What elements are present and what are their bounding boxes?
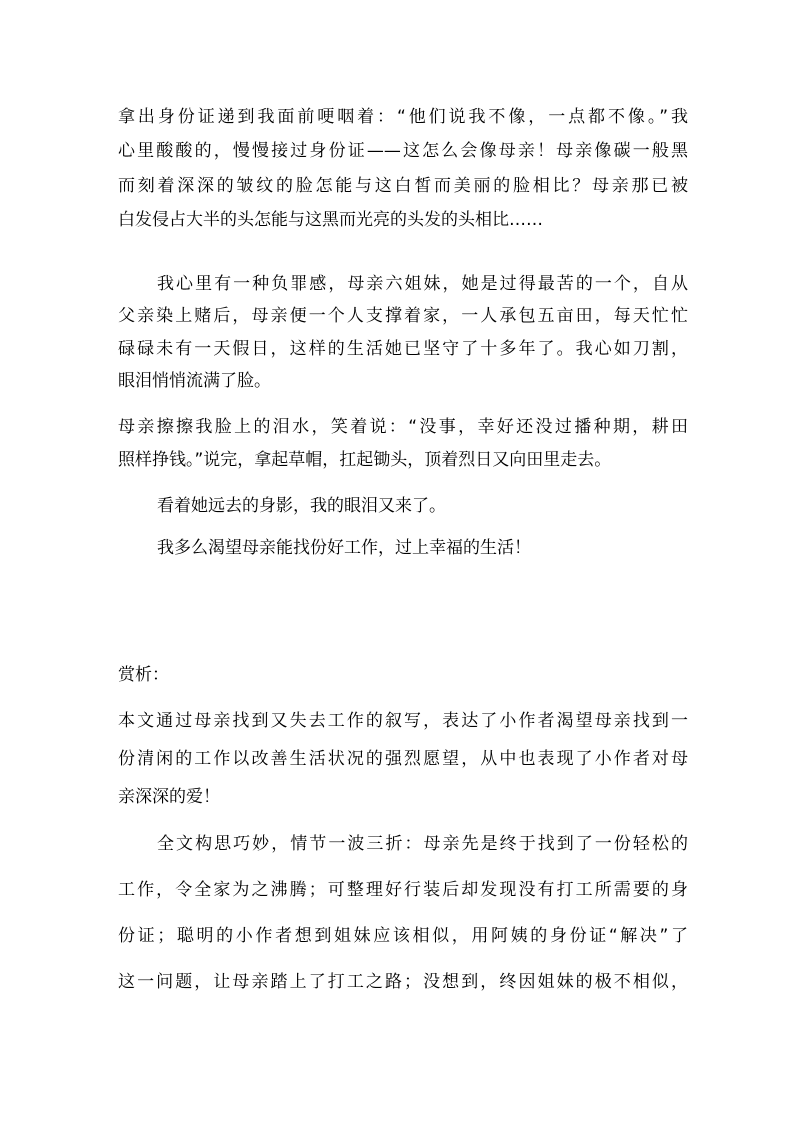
story-line: 照样挣钱。”说完，拿起草帽，扛起锄头，顶着烈日又向田里走去。 xyxy=(118,450,612,470)
story-line: 心里酸酸的，慢慢接过身份证——这怎么会像母亲！母亲像碳一般黑 xyxy=(118,141,688,161)
story-line: 碌碌未有一天假日，这样的生活她已坚守了十多年了。我心如刀割， xyxy=(118,339,688,359)
analysis-line: 工作，令全家为之沸腾；可整理好行装后却发现没有打工所需要的身 xyxy=(118,880,688,900)
story-line: 母亲擦擦我脸上的泪水，笑着说：“没事，幸好还没过播种期，耕田 xyxy=(118,417,688,437)
analysis-line: 全文构思巧妙，情节一波三折：母亲先是终于找到了一份轻松的 xyxy=(157,834,688,854)
story-line: 我心里有一种负罪感，母亲六姐妹，她是过得最苦的一个，自从 xyxy=(157,274,688,294)
story-line: 而刻着深深的皱纹的脸怎能与这白皙而美丽的脸相比？母亲那已被 xyxy=(118,176,688,196)
story-line: 我多么渴望母亲能找份好工作，过上幸福的生活！ xyxy=(157,538,531,558)
analysis-heading: 赏析： xyxy=(118,665,169,685)
analysis-line: 这一问题，让母亲踏上了打工之路；没想到，终因姐妹的极不相似， xyxy=(118,972,688,992)
analysis-line: 份证；聪明的小作者想到姐妹应该相似，用阿姨的身份证“解决”了 xyxy=(118,926,688,946)
story-line: 拿出身份证递到我面前哽咽着：“他们说我不像，一点都不像。”我 xyxy=(118,107,688,127)
story-line: 看着她远去的身影，我的眼泪又来了。 xyxy=(157,496,446,516)
story-line: 父亲染上赌后，母亲便一个人支撑着家，一人承包五亩田，每天忙忙 xyxy=(118,306,688,326)
analysis-line: 亲深深的爱！ xyxy=(118,787,220,807)
story-line: 白发侵占大半的头怎能与这黑而光亮的头发的头相比…… xyxy=(118,210,543,230)
analysis-line: 本文通过母亲找到又失去工作的叙写，表达了小作者渴望母亲找到一 xyxy=(118,711,688,731)
analysis-line: 份清闲的工作以改善生活状况的强烈愿望，从中也表现了小作者对母 xyxy=(118,749,688,769)
story-line: 眼泪悄悄流满了脸。 xyxy=(118,371,271,391)
